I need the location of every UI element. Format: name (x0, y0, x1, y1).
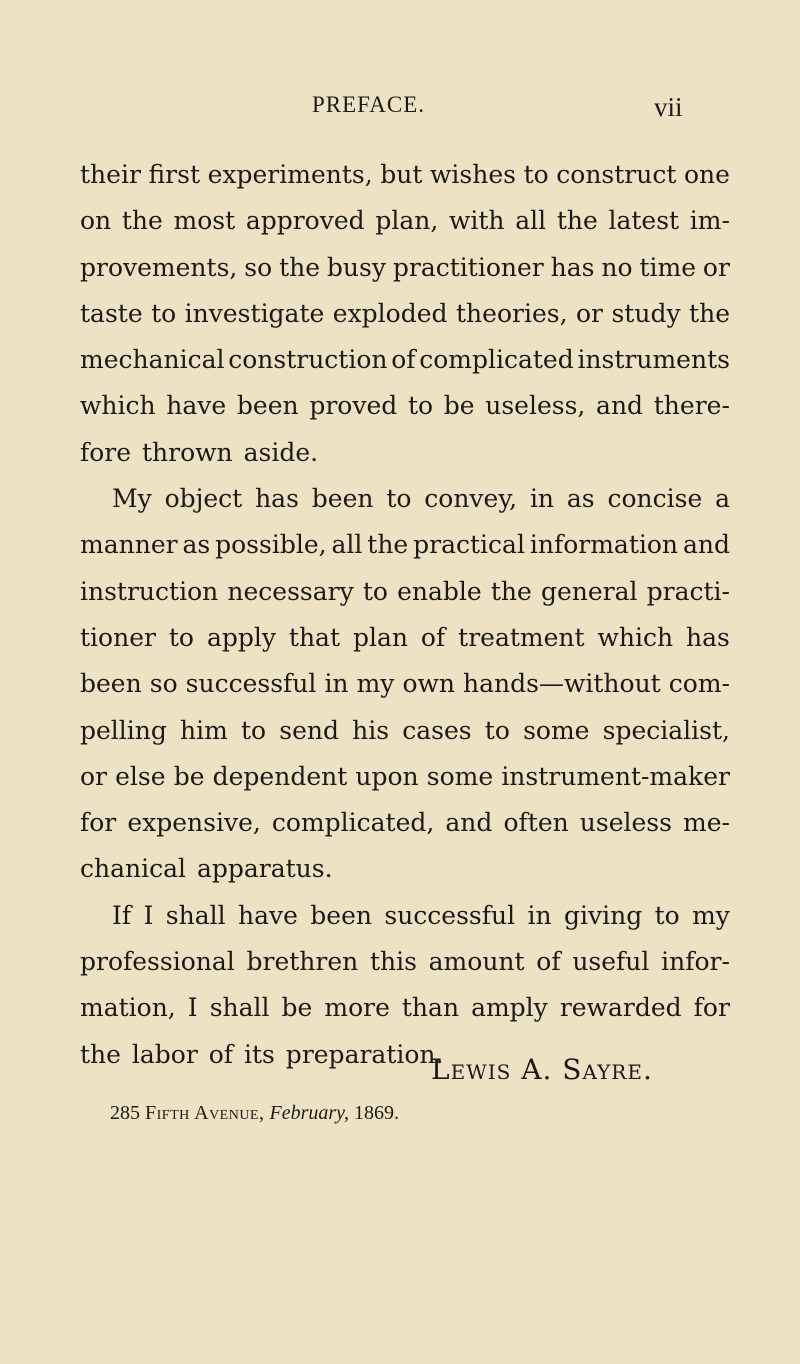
text-line (80, 291, 730, 337)
word: have (166, 391, 227, 421)
text-line (80, 569, 730, 615)
word: amount (428, 947, 525, 977)
word: his (352, 715, 390, 745)
word: for (693, 993, 730, 1023)
word: time (639, 252, 696, 282)
word: instrument-maker (501, 761, 730, 791)
word: useful (572, 947, 650, 977)
word: to (151, 298, 177, 328)
word: been (80, 669, 142, 699)
word: practical (413, 530, 525, 560)
word: to (654, 900, 680, 930)
word: a (715, 484, 730, 514)
word: mation, (80, 993, 176, 1023)
word: general (540, 576, 638, 606)
text-line (80, 245, 730, 291)
word: infor- (661, 947, 730, 977)
text-line (80, 198, 730, 244)
word: my (356, 669, 395, 699)
word: the (367, 530, 409, 560)
word: cases (402, 715, 472, 745)
word: instruments (577, 345, 730, 375)
word: study (611, 298, 681, 328)
word: to (484, 715, 510, 745)
word: be (281, 993, 313, 1023)
word: I (143, 900, 154, 930)
word: expensive, (127, 808, 261, 838)
word: latest (608, 206, 680, 236)
word: investigate (184, 298, 325, 328)
word: rewarded (559, 993, 682, 1023)
word: upon (355, 761, 419, 791)
word: or (702, 252, 730, 282)
word: possible, (215, 530, 327, 560)
word: send (279, 715, 340, 745)
word: has (550, 252, 595, 282)
word: to (168, 622, 194, 652)
running-title: PREFACE. (312, 92, 426, 117)
text-line (80, 708, 730, 754)
word: provements, (80, 252, 238, 282)
word: more (324, 993, 390, 1023)
word: to (362, 576, 388, 606)
word: on (80, 206, 112, 236)
word: information (529, 530, 679, 560)
word: no (601, 252, 633, 282)
word: the (279, 252, 321, 282)
word: to (407, 391, 434, 421)
word: there- (653, 391, 730, 421)
word: enable (397, 576, 482, 606)
text-line (80, 661, 730, 707)
word: that (288, 622, 341, 652)
word: taste (80, 298, 143, 328)
word: of (536, 947, 561, 977)
address-number: 285 (110, 1102, 140, 1124)
text-line: the labor of its preparation. (80, 1039, 444, 1069)
word: first (148, 160, 200, 189)
word: or (80, 761, 108, 791)
word: complicated, (271, 808, 435, 838)
word: successful (185, 669, 317, 699)
word: and (596, 391, 644, 421)
word: often (503, 808, 569, 838)
word: have (237, 900, 298, 930)
word: most (173, 206, 236, 236)
word: in (527, 900, 552, 930)
word: useless, (485, 391, 586, 421)
word: experiments, (207, 160, 373, 189)
word: or (575, 298, 603, 328)
address-year: 1869. (353, 1102, 399, 1124)
word: theories, (456, 298, 568, 328)
word: some (523, 715, 590, 745)
word: of (391, 345, 416, 375)
word: as (182, 530, 211, 560)
text-line: fore thrown aside. (80, 437, 319, 467)
word: tioner (80, 622, 156, 652)
text-line (80, 476, 730, 522)
word: practitioner (392, 252, 544, 282)
address-line (110, 1102, 399, 1125)
text-line (80, 383, 730, 429)
text-line: chanical apparatus. (80, 854, 333, 884)
text-line (80, 939, 730, 985)
word: the (556, 206, 598, 236)
address-street: Fifth Avenue, (145, 1102, 265, 1124)
page-number: vii (654, 92, 683, 122)
word: has (255, 484, 299, 514)
text-line (80, 615, 730, 661)
word: which (597, 622, 674, 652)
word: which (80, 391, 156, 421)
word: plan (352, 622, 408, 652)
word: hands—without (463, 669, 661, 699)
word: all (331, 530, 363, 560)
text-line (80, 800, 730, 846)
text-line (80, 522, 730, 568)
word: brethren (246, 947, 359, 977)
word: me- (683, 808, 730, 838)
word: than (401, 993, 460, 1023)
word: my (692, 900, 730, 930)
word: If (112, 900, 132, 930)
word: com- (668, 669, 730, 699)
word: to (523, 160, 549, 189)
word: with (448, 206, 505, 236)
word: the (490, 576, 532, 606)
word: proved (309, 391, 398, 421)
word: amply (471, 993, 548, 1023)
word: and (682, 530, 730, 560)
word: been (310, 900, 372, 930)
word: been (311, 484, 374, 514)
word: shall (165, 900, 226, 930)
word: in (529, 484, 555, 514)
word: own (402, 669, 456, 699)
word: concise (607, 484, 703, 514)
word: the (121, 206, 163, 236)
word: their (80, 160, 141, 189)
word: successful (384, 900, 516, 930)
word: exploded (332, 298, 448, 328)
word: this (369, 947, 417, 977)
word: but (380, 160, 423, 189)
word: and (445, 808, 493, 838)
word: of (420, 622, 446, 652)
word: else (115, 761, 166, 791)
word: manner (80, 530, 178, 560)
word: in (324, 669, 349, 699)
word: instruction (80, 576, 219, 606)
word: all (515, 206, 547, 236)
word: dependent (212, 761, 348, 791)
word: been (236, 391, 299, 421)
word: so (149, 669, 178, 699)
word: specialist, (602, 715, 730, 745)
word: be (173, 761, 205, 791)
word: complicated (419, 345, 574, 375)
word: be (443, 391, 475, 421)
word: plan, (375, 206, 439, 236)
word: apply (206, 622, 276, 652)
address-month: February, (269, 1102, 349, 1124)
text-line (80, 152, 730, 198)
word: pelling (80, 715, 167, 745)
text-line (80, 337, 730, 383)
word: so (244, 252, 273, 282)
word: as (566, 484, 595, 514)
word: convey, (424, 484, 518, 514)
word: one (684, 160, 730, 189)
word: im- (689, 206, 730, 236)
word: I (187, 993, 198, 1023)
word: construct (556, 160, 677, 189)
author-signature: Lewis A. Sayre. (431, 1053, 653, 1086)
word: for (80, 808, 117, 838)
word: construction (228, 345, 388, 375)
word: My (112, 484, 152, 514)
word: necessary (227, 576, 354, 606)
word: giving (563, 900, 643, 930)
word: busy (326, 252, 386, 282)
word: the (689, 298, 730, 328)
word: treatment (458, 622, 585, 652)
word: to (386, 484, 412, 514)
word: some (426, 761, 494, 791)
word: useless (579, 808, 672, 838)
word: approved (245, 206, 365, 236)
word: has (686, 622, 730, 652)
body-text (80, 152, 730, 1078)
word: professional (80, 947, 235, 977)
word: him (180, 715, 228, 745)
text-line (80, 893, 730, 939)
word: shall (209, 993, 270, 1023)
word: to (241, 715, 267, 745)
word: practi- (646, 576, 730, 606)
word: object (164, 484, 243, 514)
word: wishes (430, 160, 516, 189)
text-line (80, 985, 730, 1031)
text-line (80, 754, 730, 800)
word: mechanical (80, 345, 225, 375)
